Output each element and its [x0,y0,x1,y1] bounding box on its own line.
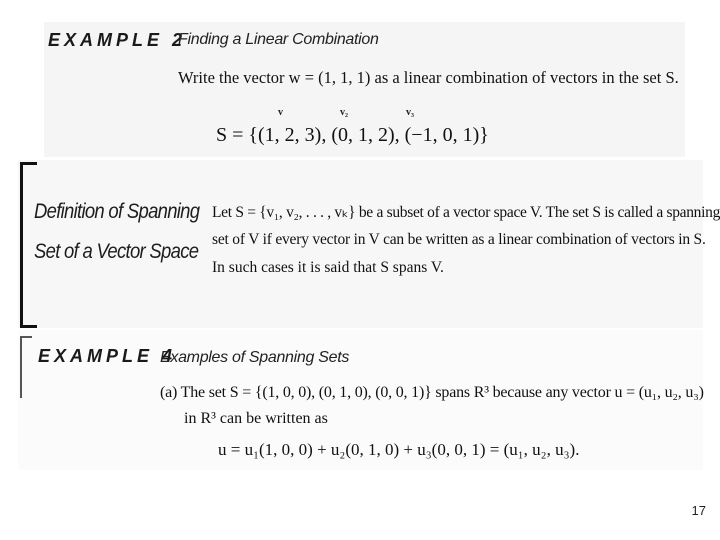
definition-title-line2: Set of a Vector Space [34,240,199,263]
example-4-bracket [20,336,32,398]
example-4-line2: in R³ can be written as [184,410,328,427]
vector-label-v3: v₃ [406,107,414,118]
vector-label-v2: v₂ [340,107,348,118]
definition-line3: In such cases it is said that S spans V. [212,259,444,276]
definition-title-line1: Definition of Spanning [34,200,200,223]
example-2-title: Finding a Linear Combination [178,31,379,48]
example-4-equation: u = u₁(1, 0, 0) + u₂(0, 1, 0) + u₃(0, 0, 1) = (u₁, u₂, u₃). [218,440,580,459]
definition-line2: set of V if every vector in V can be written as a linear combination of vectors in S. [212,231,706,248]
example-4-line1: (a) The set S = {(1, 0, 0), (0, 1, 0), (0, 0, 1)} spans R³ because any vector u = (u₁, u₂, u₃) [160,384,704,401]
example-4-title: Examples of Spanning Sets [160,349,350,366]
page-number: 17 [691,503,706,518]
example-2-label: EXAMPLE 2 [48,30,187,50]
example-2-instruction: Write the vector w = (1, 1, 1) as a linear combination of vectors in the set S. [178,68,679,87]
example-4-label: EXAMPLE 4 [38,346,177,366]
definition-line1: Let S = {v₁, v₂, . . . , vₖ} be a subset of a vector space V. The set S is called a spanning [212,204,720,221]
set-s-definition: S = {(1, 2, 3), (0, 1, 2), (−1, 0, 1)} [216,124,489,146]
vector-label-v1: v [278,107,283,118]
